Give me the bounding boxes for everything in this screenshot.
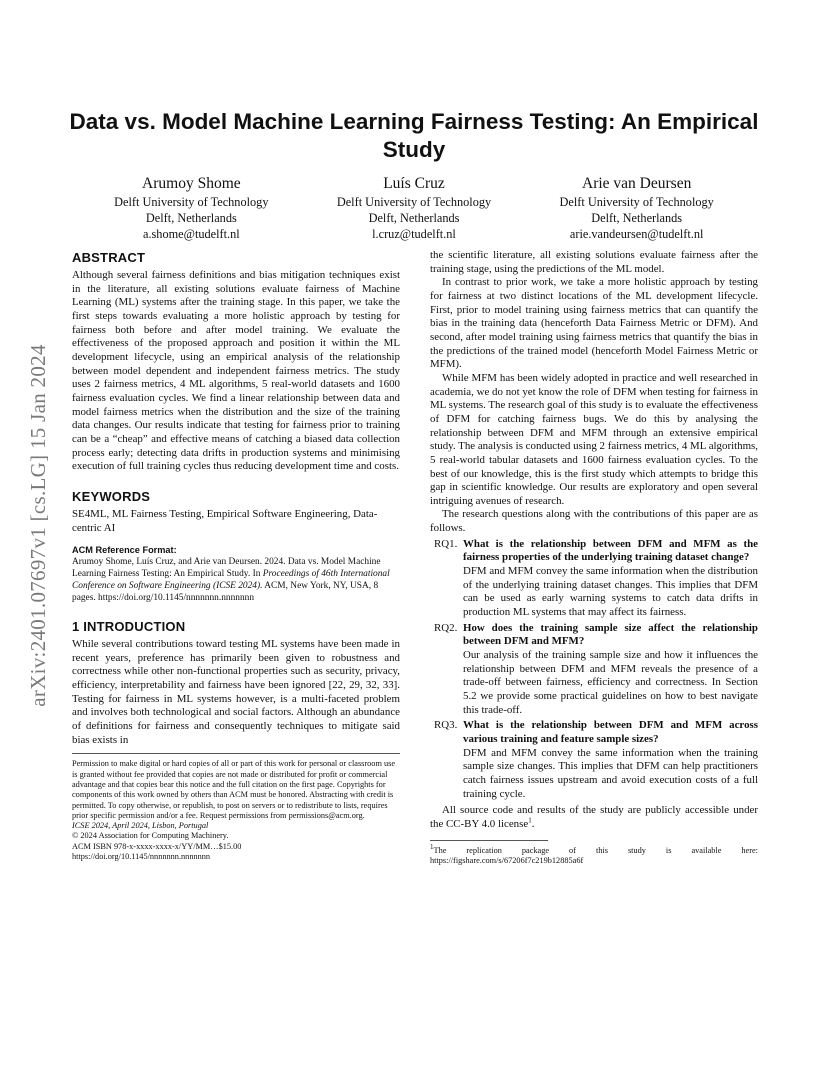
footnote-1: $^1$The replication package of this study is available here: https://figshare.com/s/67206f7c219b12885a6f — [430, 842, 758, 866]
rq-answer: DFM and MFM convey the same information when the training sample size changes. This implies that DFM can help practitioners catch fairness issues upstream and avoid execution costs of a full training cycle. — [463, 746, 758, 800]
footnote-rule-right — [430, 840, 548, 841]
author-location: Delft, Netherlands — [368, 211, 460, 225]
isbn-line: ACM ISBN 978-x-xxxx-xxxx-x/YY/MM…$15.00 — [72, 841, 242, 851]
doi-line: https://doi.org/10.1145/nnnnnnn.nnnnnnn — [72, 852, 211, 862]
author-email: a.shome@tudelft.nl — [142, 227, 240, 241]
keywords-text: SE4ML, ML Fairness Testing, Empirical Software Engineering, Data-centric AI — [72, 507, 378, 534]
intro-paragraph-1: While several contributions toward testing ML systems have been made in recent years, preference has primarily been given to robustness and correctness while other non-functional properties such as security, privacy, efficiency, interpretability and fairness have been ignored [22, 29, 32, 33]. Testing for fairness in ML systems however, is a multi-faceted problem and involves both technological and social factors. Although an abundance of definitions for fairness and consequently techniques to mitigate said bias exists in — [72, 638, 400, 746]
rq-id: RQ2. — [434, 621, 458, 634]
paper-title: Data vs. Model Machine Learning Fairness Testing: An Empirical Study — [69, 109, 759, 162]
author-affiliation: Delft University of Technology — [559, 195, 714, 209]
research-question-2 — [430, 622, 758, 718]
acm-reference-heading: ACM Reference Format: — [72, 545, 177, 556]
intro-paragraph-1-cont: the scientific literature, all existing solutions evaluate fairness after the training stage, using the predictions of the ML model. — [430, 249, 758, 275]
author-affiliation: Delft University of Technology — [114, 195, 269, 209]
keywords-heading: KEYWORDS — [72, 488, 151, 504]
right-column — [430, 249, 758, 867]
intro-heading: 1 INTRODUCTION — [72, 619, 186, 635]
research-question-3 — [430, 719, 758, 801]
author-3 — [525, 174, 748, 242]
author-name: Luís Cruz — [383, 175, 445, 192]
intro-paragraph-3: While MFM has been widely adopted in practice and well researched in academia, we do not yet know the role of DFM when testing for fairness in ML systems. The research goal of this study is to evaluate the effectiveness of DFM for catching fairness bugs. We do this by analysing the relationship between DFM and MFM through an extensive empirical study. The analysis is conducted using 2 fairness metrics, 4 ML algorithms, 5 real-world tabular datasets and 1600 fairness evaluation cycles. To the best of our knowledge, this is the first study which attempts to bridge this gap in scientific knowledge. Our results are exploratory and open several intriguing avenues of research. — [430, 371, 758, 507]
author-2 — [303, 174, 526, 242]
rq-id: RQ1. — [434, 537, 458, 550]
intro-paragraph-5: All source code and results of the study are publicly accessible under the CC-BY 4.0 license$^1$. — [430, 804, 758, 830]
author-email: l.cruz@tudelft.nl — [372, 227, 456, 241]
research-question-1 — [430, 538, 758, 620]
rq-answer: Our analysis of the training sample size and how it influences the relationship between DFM and MFM reveals the presence of a trade-off between fairness, efficiency and correctness. In Section 5.2 we provide some practical guidelines on how to best navigate this trade-off. — [463, 649, 758, 716]
arxiv-id: arXiv:2401.07697v1 [cs.LG] 15 Jan 2024 — [25, 343, 50, 707]
author-email: arie.vandeursen@tudelft.nl — [569, 227, 704, 241]
left-column — [72, 249, 400, 862]
copyright-line: © 2024 Association for Computing Machinery. — [72, 831, 229, 841]
rq-question: How does the training sample size affect the relationship between DFM and MFM? — [463, 621, 758, 648]
footnote-marker: 1 — [528, 816, 532, 825]
abstract-text: Although several fairness definitions and bias mitigation techniques exist in the literature, all existing solutions evaluate fairness of Machine Learning (ML) systems after the training stage. In this paper, we take the first steps towards evaluating a more holistic approach by testing for fairness both before and after model training. We evaluate the effectiveness of the proposed approach and position it within the ML development lifecycle, using an empirical analysis of the relationship between model dependent and independent fairness metrics. The study uses 2 fairness metrics, 4 ML algorithms, 5 real-world datasets and 1600 fairness evaluation cycles. We find a linear relationship between data and model fairness metrics when the distribution and the size of the training data changes. Our results indicate that testing for fairness prior to training can be a “cheap” and effective means of catching a biased data collection process early; detecting data drifts in production systems and minimising execution of full training cycles thus reducing development time and costs. — [72, 269, 400, 473]
permission-notice — [72, 759, 400, 862]
author-name: Arumoy Shome — [142, 175, 241, 192]
footnote-text: The replication package of this study is available here: https://figshare.com/s/67206f7c219b12885a6f — [430, 845, 758, 866]
author-location: Delft, Netherlands — [145, 211, 237, 225]
conference-line: ICSE 2024, April 2024, Lisbon, Portugal — [72, 821, 209, 831]
author-1 — [80, 174, 303, 242]
rq-question: What is the relationship between DFM and MFM as the fairness properties of the underlying training dataset change? — [463, 537, 758, 564]
rq-answer: DFM and MFM convey the same information when the distribution of the underlying training dataset changes. This implies that DFM can be used as early warning systems to catch data drifts in production ML systems that may affect its fairness. — [463, 565, 758, 619]
author-location: Delft, Netherlands — [591, 211, 683, 225]
intro-paragraph-2: In contrast to prior work, we take a more holistic approach by testing for fairness at two distinct locations of the ML development lifecycle. First, prior to model training using fairness metrics that can quantify the bias in the training data (henceforth Data Fairness Metric or DFM). And second, after model training using fairness metrics that quantify the bias in the predictions of the trained model (henceforth Model Fairness Metric or MFM). — [430, 276, 758, 371]
author-affiliation: Delft University of Technology — [336, 195, 492, 209]
footnote-rule — [72, 753, 400, 754]
rq-id: RQ3. — [434, 719, 458, 732]
abstract-heading: ABSTRACT — [72, 250, 146, 265]
permission-text: Permission to make digital or hard copies of all or part of this work for personal or classroom use is granted without fee provided that copies are not made or distributed for profit or commercial advantage and that copies bear this notice and the full citation on the first page. Copyrights for components of this work owned by others than ACM must be honored. Abstracting with credit is permitted. To copy otherwise, or republish, to post on servers or to redistribute to lists, requires prior specific permission and/or a fee. Request permissions from permissions@acm.org. — [72, 759, 396, 820]
author-name: Arie van Deursen — [582, 175, 692, 192]
acm-reference-text: Arumoy Shome, Luís Cruz, and Arie van Deursen. 2024. Data vs. Model Machine Learning Fairness Testing: An Empirical Study. In Proceedings of 46th International Conference on Software Engineering (ICSE 2024). ACM, New York, NY, USA, 8 pages. https://doi.org/10.1145/nnnnnnn.nnnnnnn — [72, 557, 390, 604]
acm-reference-venue: Proceedings of 46th International Conference on Software Engineering (ICSE 2024). — [72, 569, 390, 592]
intro-paragraph-4: The research questions along with the contributions of this paper are as follows. — [430, 508, 758, 535]
author-block — [80, 174, 748, 242]
rq-question: What is the relationship between DFM and MFM across various training and feature sample sizes? — [463, 719, 758, 745]
arxiv-stamp — [18, 290, 58, 760]
